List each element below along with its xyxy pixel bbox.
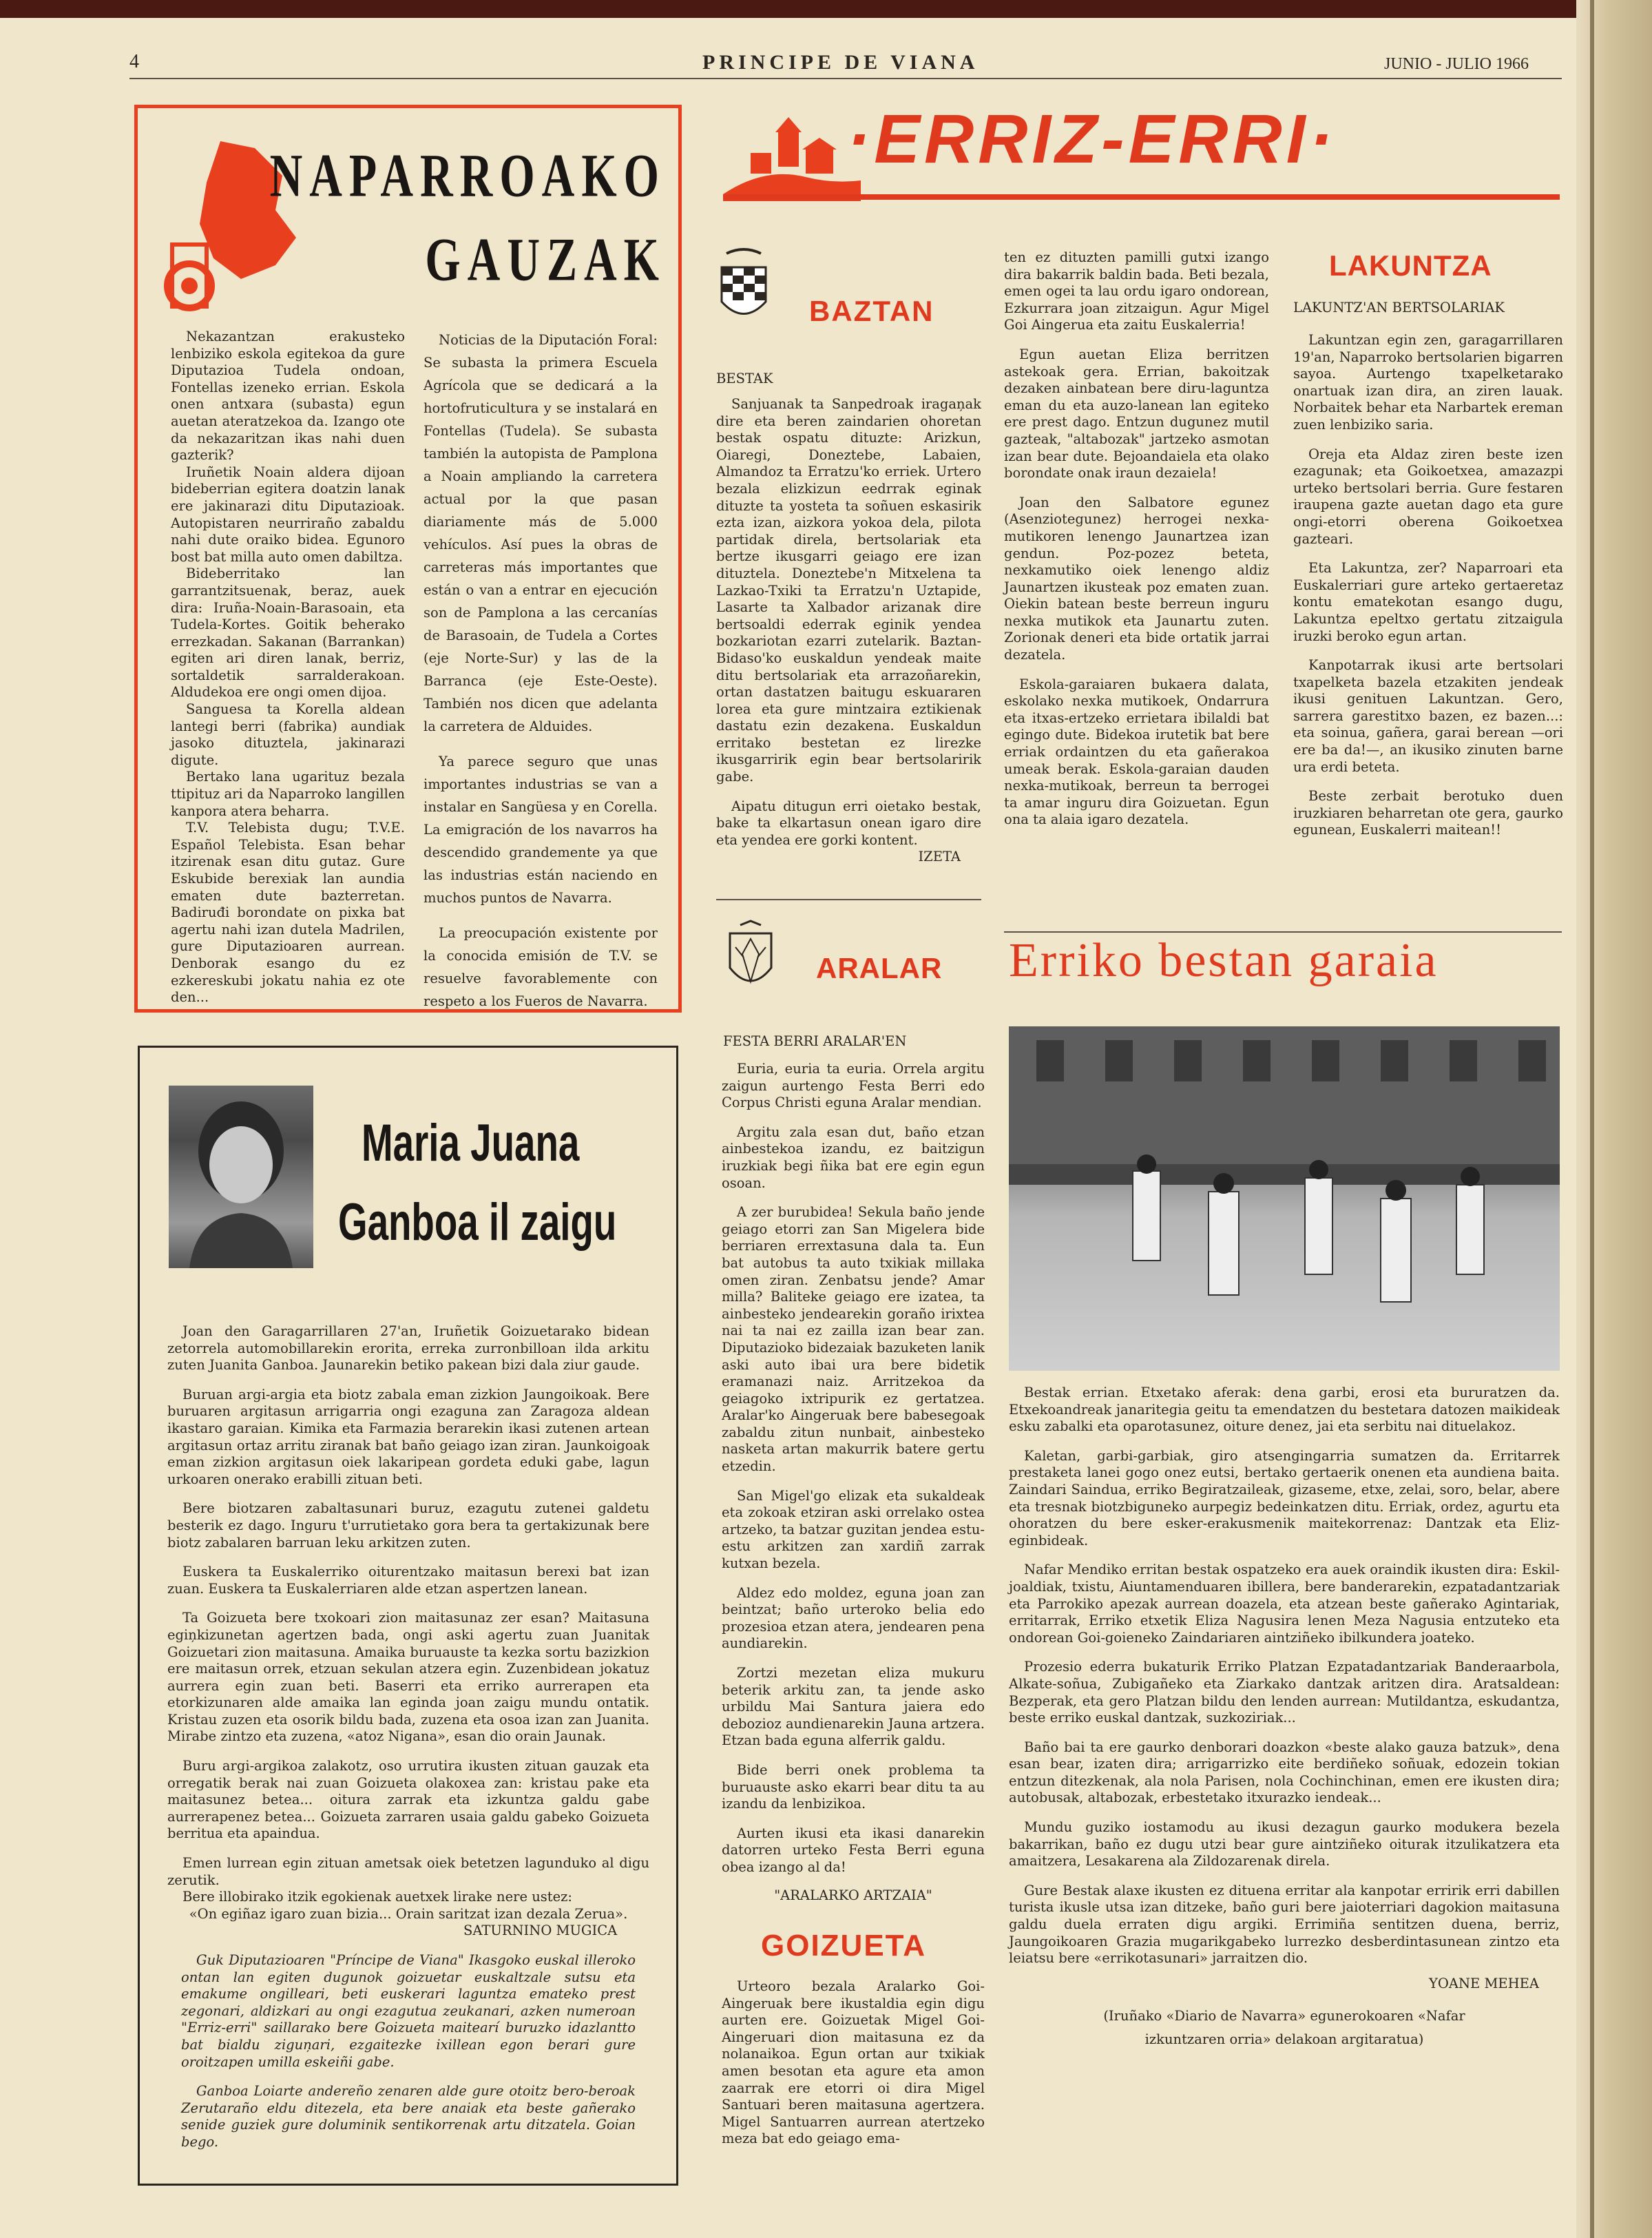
paragraph: Bestak errian. Etxetako aferak: dena garbi, erosi eta bururatzen da. Etxekoandreak janaritegia geitu ta emendatzen du bestetara datozen maikideak esku zabalki eta oparotasunez, oiture denez, jai eta serbitu nai dituelakoz. bbox=[1009, 1385, 1560, 1435]
aralar-article-body bbox=[722, 1061, 985, 1904]
goizueta-heading: GOIZUETA bbox=[761, 1929, 927, 1962]
paragraph: Gure Bestak alaxe ikusten ez dituena erritar ala kanpotar erririk erri dabillen turista ikusle utsa izan ditzeke, baño guri bere jaioterriari dagokion maitasuna galdu duela erraten digu argiki. Errimiña sentitzen duena, berriz, Jaungoikoaren Grazia mugarikgabeko lurrezko desberdintasunean zintzo eta leiatsu bere «errikotasunari» jarraitzen dio. bbox=[1009, 1882, 1560, 1967]
paragraph: A zer burubidea! Sekula baño jende geiago etorri zan San Migelera bide berriaren errextasuna dala ta. Eun bat autobus ta auto txikiak millaka omen ziran. Zenbatsu jende? Amar milla? Baliteke geiago ere izatea, ta ainbesteko jendearekin goraño irixtea nai ta nai ez zailla izan bear zan. Diputazioko bidezaiak bazuketen lanik aski auto ibai ura bere bidetik eramanazi naiz. Arritzekoa da geiagoko ixtripurik ez gertatzea. Aralar'ko Aingeruak bere babesegoak zabaldu zitun nunbait, ainbesteko nasketa artan makurrik batere gertu etzedin. bbox=[722, 1204, 985, 1475]
quote: «On egiñaz igaro zuan bizia... Orain saritzat izan dezala Zerua». bbox=[189, 1905, 628, 1922]
paragraph: Oreja eta Aldaz ziren beste izen ezagunak; eta Goikoetxea, amazazpi urteko bertsolari berria. Gure festaren iraupena gazte auetan dago eta gure ongi-etorri oberena Goikoetxea gazteari. bbox=[1293, 446, 1563, 547]
lakuntza-heading: LAKUNTZA bbox=[1329, 249, 1492, 282]
banner-underline bbox=[723, 194, 1560, 200]
paragraph: Lakuntzan egin zen, garagarrillaren 19'an, Naparroko bertsolarien bigarren sayoa. Aurtengo txapelketarako onartuak izan dira, an ziren lauak. Norbaitek behar eta Narbartek ereman zuen lenbiziko saria. bbox=[1293, 332, 1563, 433]
editor-note: Ganboa Loiarte andereño zenaren alde gure otoitz bero-beroak Zerutaraño eldu ditezela, eta bere anaiak eta beste gañerako senide guziek gure doluminik sentikorrenak artu ditzatela. Goian bego. bbox=[181, 2083, 636, 2150]
paragraph: Beste zerbait berotuko duen iruzkiaren beharretan ote gera, gaurko egunean, Euskalerri maitean!! bbox=[1293, 788, 1563, 838]
erriko-article-body bbox=[1009, 1385, 1560, 2051]
signature: IZETA bbox=[918, 849, 961, 865]
paragraph: La preocupación existente por la conocida emisión de T.V. se resuelve favorablemente con respeto a los Fueros de Navarra. bbox=[424, 925, 658, 1009]
paragraph: Bide berri onek problema ta buruauste asko ekarri bear ditu ta au izandu da lenbizikoa. bbox=[722, 1761, 985, 1812]
paragraph: Aipatu ditugun erri oietako bestak, bake ta elkartasun onean igaro dire eta yendea ere gorki kontent. bbox=[716, 798, 981, 848]
paragraph: Baño bai ta ere gaurko denborari doazkon «beste alako gauza batzuk», dena esan bear, izaten dira; arrigarrizko eite berdiñeko soñuak, edozein tokian entzun ditezkenak, ala nola Parisen, nola Cochinchinan, emen ere ikusten dira; autobusak, altabozak, erbestetako itxurazko iendeak... bbox=[1009, 1739, 1560, 1806]
paragraph: Egun auetan Eliza berritzen astekoak gera. Errian, bakoitzak dezaken ainbatean bere diru-laguntza eman du eta auzo-lanean lan egiteko ere prest dago. Entzun dugunez mutil gazteak, "altabozak" jartzeko asmotan izan bear dute. Bejoandaiela eta olako borondate onak iraun dezaiela! bbox=[1004, 346, 1269, 481]
portrait-silhouette bbox=[169, 1086, 313, 1268]
paragraph: Bertako lana ugarituz bezala ttipituz ari da Naparroko langillen kanpora atera beharra. bbox=[171, 769, 405, 819]
paragraph: Bideberritako lan garrantzitsuenak, beraz, auek dira: Iruña-Noain-Barasoain, eta Tudela-Kortes. Goitik beherako errezkadan. Sakanan (Barrankan) egiten ari diren lanak, berriz, sortaldetik sarralderakoan. Aldudekoa ere ongi omen dijoa. bbox=[171, 566, 405, 701]
naparroako-gauzak-box bbox=[134, 105, 682, 1013]
village-illustration bbox=[723, 112, 861, 201]
paragraph: T.V. Telebista dugu; T.V.E. Español Telebista. Esan behar itzirenak esan ditu gutaz. Gure Eskubide berexiak lan aundia ematen dute bazterretan. Badiruđi borondate on pixka bat agertu nahi izan dutela Madrilen, gure Diputazioaren aurrean. Denborak esango du ez ezkereskubi jokatu nahia ez ote den... bbox=[171, 820, 405, 1006]
naparroako-column-basque bbox=[171, 329, 405, 1006]
paragraph: Ya parece seguro que unas importantes industrias se van a instalar en Sangüesa y en Corella. La emigración de los navarros ha descendido grandemente ya que las industrias están naciendo en muchos puntos de Navarra. bbox=[424, 754, 658, 906]
signature: SATURNINO MUGICA bbox=[463, 1923, 618, 1939]
paragraph: Prozesio ederra bukaturik Erriko Platzan Ezpatadantzariak Banderaarbola, Alkate-soñua, Zubigañeko eta Ziarkako dantzak aritzen dira. Aratsaldean: Bezperak, eta gero Platzan bildu den lenden aurrean: Mutildantza, eskudantza, beste erriko euskal dantzak, suzkoziriak... bbox=[1009, 1659, 1560, 1726]
page-binding-edge bbox=[1576, 0, 1652, 2238]
aralar-heading: ARALAR bbox=[816, 952, 943, 984]
paragraph: Eskola-garaiaren bukaera dalata, eskolako nexka mutikoek, Ondarrura eta itxas-ertzeko errietara ibilaldi bat egingo dute. Bidekoa irutetik bat bere erriak ordaintzen du eta gañerakoa umeak berak. Eskola-garaian dauden nexka-mutikoak, berreun ta berrogei ta amar inguru dira Goizuetan. Egun ona ta alaia igaro dezatela. bbox=[1004, 676, 1269, 828]
top-edge bbox=[0, 0, 1652, 18]
paragraph: San Migel'go elizak eta sukaldeak eta zokoak etziran aski orrelako ostea artzeko, ta batzar guzitan jendea estu-estu arkitzen zan xardiñ zarrak kutxan bezela. bbox=[722, 1487, 985, 1572]
lakuntza-subheading: LAKUNTZ'AN BERTSOLARIAK bbox=[1293, 300, 1505, 315]
naparroako-title-line2: GAUZAK bbox=[425, 226, 666, 294]
maria-juana-box bbox=[138, 1046, 678, 2186]
paragraph: Aurten ikusi eta ikasi danarekin datorren urteko Festa Berri eguna obea izango al da! bbox=[722, 1825, 985, 1875]
paragraph: Mundu guziko iostamodu au ikusi dezagun gaurko modukera bezela bakarrikan, baño ez dugu utzi bear gure aintziñeko oiturak itzulikatzera eta amaitzera, Lesakarena ala Zildozarenak direla. bbox=[1009, 1819, 1560, 1869]
erriko-title: Erriko bestan garaia bbox=[1009, 934, 1439, 987]
goizueta-article-body bbox=[722, 1978, 985, 2148]
section-rule bbox=[1004, 931, 1562, 933]
portrait-photo bbox=[169, 1086, 313, 1268]
lakuntza-article-body bbox=[1293, 332, 1563, 839]
dance-photo-scene bbox=[1009, 1026, 1560, 1371]
paragraph: ten ez dituzten pamilli gutxi izango dira bakarrik baldin bada. Beti bezala, emen ogei ta lau ordu igaro ondorean, Ezkurrara joan zitzaigun. Agur Migel Goi Aingerua eta zaitu Euskalerria! bbox=[1004, 249, 1269, 333]
signature: "ARALARKO ARTZAIA" bbox=[774, 1887, 932, 1903]
paragraph: Zortzi mezetan eliza mukuru beterik arkitu zan, ta jende asko urbildu Mai Santura jaiera edo debozioz aundienarekin Jauna artzera. Etzan bada eguna alferrik galdu. bbox=[722, 1665, 985, 1749]
paragraph: Sanguesa ta Korella aldean lantegi berri (fabrika) aundiak jasoko dituztela, jakinarazi digute. bbox=[171, 701, 405, 768]
aralar-subheading: FESTA BERRI ARALAR'EN bbox=[723, 1033, 907, 1049]
paragraph: Joan den Salbatore egunez (Asenziotegunez) herrogei nexka-mutikoren lenengo Jaunartzea izan gendun. Poz-pozez beteta, nexkamutiko oiek lenengo aldiz Jaunartzen ikusteak poz ematen zuan. Oiekin batean beste berreun inguru nexka mutikok eta Jaunartu zuten. Zorionak deneri eta bide ortatik jarrai dezatela. bbox=[1004, 494, 1269, 663]
paragraph: Euria, euria ta euria. Orrela argitu zaigun aurtengo Festa Berri edo Corpus Christi eguna Aralar mendian. bbox=[722, 1061, 985, 1111]
erriz-erri-title: ·ERRIZ-ERRI· bbox=[847, 101, 1337, 178]
baztan-heading: BAZTAN bbox=[809, 295, 934, 327]
maria-title-line1: Maria Juana bbox=[362, 1114, 580, 1172]
naparroako-column-spanish bbox=[424, 329, 658, 1013]
baztan-subheading: BESTAK bbox=[716, 371, 773, 386]
paragraph: Bere biotzaren zabaltasunari buruz, ezagutu zutenei galdetu besterik ez dago. Inguru t'urrutietako gora bera ta gertakizunak bere biotz zabalaren barruan leku arkitzen zuten. bbox=[167, 1500, 649, 1551]
goizueta-continuation-body bbox=[1004, 249, 1269, 829]
issue-date: JUNIO - JULIO 1966 bbox=[1384, 55, 1529, 73]
paragraph: Eta Lakuntza, zer? Naparroari eta Euskalerriari gure arteko gertaeretaz kontu ematekotan esango dugu, Lakuntza epeltxo gertatu zitzaigula iruzki beroko egun artan. bbox=[1293, 560, 1563, 644]
source-note: (Iruñako «Diario de Navarra» egunerokoaren «Nafar izkuntzaren orria» delakoan argitaratua) bbox=[1103, 2008, 1465, 2048]
maria-article-body bbox=[167, 1323, 649, 2151]
naparroako-title-line1: NAPARROAKO bbox=[269, 142, 666, 210]
signature: YOANE MEHEA bbox=[1429, 1975, 1539, 1991]
paragraph: Sanjuanak ta Sanpedroak iragaņak dire eta beren zaindarien ohoretan bestak ospatu dituzte: Arizkun, Oiaregi, Doneztebe, Labaien, Almandoz ta Erratzu'ko erriek. Urtero bezala elizkizun eedrrak eginak dituzte ta yosteta ta soñuen eskasirik ezta izan, aizkora yokoa dela, pilota partidak direla, bertsolariak eta bertze ikusgarri geiago ere izan dituztela. Doneztebe'n Mitxelena ta Lazkao-Txiki ta Erratzu'n Uztapide, Lasarte ta Xalbador arizanak dire bertsoaldi ederrak eginik yendea bozkariotan ezarri zutelarik. Baztan-Bidaso'ko euskaldun yendeak maite ditu bertsolariak eta arrazoñarekin, ortan dastatzen baitugu eskuararen lorea eta gure mintzaira eztikienak dastatu ezin dezakena. Euskaldun erritako bestetan ez lirezke ikusgarririk egin bear bertsolaririk gabe. bbox=[716, 396, 981, 785]
publication-title: PRINCIPE DE VIANA bbox=[702, 51, 979, 74]
header-rule bbox=[129, 78, 1562, 79]
section-rule bbox=[716, 899, 981, 900]
paragraph: Buru argi-argikoa zalakotz, oso urrutira ikusten zituan gauzak eta orregatik berak nai zuan Goizueta olakoxea zan: kristau pake eta maitasunez betea... oitura zarrak eta izkuntza galdu gabe aurrerapenez betea... Goizueta zarraren usaia galdu gabeko Goizueta berritua eta apaindua. bbox=[167, 1758, 649, 1842]
paragraph: Iruñetik Noain aldera dijoan bideberrian egitera doatzin lanak ere jakinarazi ditu Diputazioak. Autopistaren neurriraño zabaldu nahi dute oraiko bidea. Egunoro bost bat milla auto omen dabiltza. bbox=[171, 464, 405, 565]
dance-photo bbox=[1009, 1026, 1560, 1371]
baztan-coat-of-arms-icon bbox=[716, 247, 771, 326]
paragraph: Noticias de la Diputación Foral: Se subasta la primera Escuela Agrícola que se dedicará a la hortofruticultura y se instalará en Fontellas (Tudela). Se subasta también la autopista de Pamplona a Noain ampliando la carretera actual por la que pasan diariamente más de 5.000 vehículos. Así pues la obras de carreteras más importantes que están o van a entrar en ejecución son de Pamplona a las cercanías de Barasoain, de Tudela a Cortes (eje Norte-Sur) y las de la Barranca (eje Este-Oeste). También nos dicen que adelanta la carretera de Alduides. bbox=[424, 332, 658, 734]
paragraph: Kaletan, garbi-garbiak, giro atsengingarria sumatzen da. Erritarrek prestaketa lanei gogo onez eutsi, bertako gertaerik onenen eta aundiena baita. Zaindari Saindua, erriko Begiratzaileak, gizaseme, etxe, zelai, soro, belar, abere eta tresnak biotzbiguneko aurpegiz bedeinkatzen ditu. Erriak, ordez, agurtu eta ohoratzen du bere esker-erakusmenik maitekorrenaz: Dantzak eta Eliz-eginbideak. bbox=[1009, 1447, 1560, 1548]
paragraph: Joan den Garagarrillaren 27'an, Iruñetik Goizuetarako bidean zetorrela automobillarekin erorita, erreka zurronbilloan ilda arkitu zuten Juanita Ganboa. Jaunarekin betiko pakean bizi dala ziur gaude. bbox=[167, 1323, 649, 1374]
paragraph: Aldez edo moldez, eguna joan zan beintzat; baño urteroko belia edo prozesioa etzan atera, jendearen pena aundiarekin. bbox=[722, 1584, 985, 1652]
baztan-article-body bbox=[716, 396, 981, 866]
paragraph: Bere illobirako itzik egokienak auetxek lirake nere ustez: bbox=[182, 1889, 572, 1905]
maria-title-line2: Ganboa il zaigu bbox=[338, 1193, 617, 1252]
paragraph: Argitu zala esan dut, baño etzan ainbestekoa izandu, ez baitzigun iruzkiak begi ñika bat ere egin egun osoan. bbox=[722, 1123, 985, 1191]
page-number: 4 bbox=[129, 51, 140, 72]
paragraph: Urteoro bezala Aralarko Goi-Aingeruak bere ikustaldia egin digu aurten ere. Goizuetak Migel Goi-Aingeruari dion maitasuna ez da nolanaikoa. Egun ortan aur txikiak amen besotan eta agure eta amon zaarrak ere etorri oi dira Migel Santuari beren maitasuna agertzera. Migel Santuarren aurrean atertzeko meza bat edo geiago ema- bbox=[722, 1978, 985, 2147]
paragraph: Buruan argi-argia eta biotz zabala eman zizkion Jaungoikoak. Bere buruaren argitasun arrigarria ongi ezaguna zan Zaragoza aldean ikastaro garaian. Kimika eta Farmazia berarekin ikasi zutenen artean argitasun ortaz arritu ziranak bat baño geiago izan ziran. Jaunkoigoak eman zizkion argitasun oiek lakaripean gordeta eduki gabe, lagun urkoaren onerako erabilli zituan beti. bbox=[167, 1386, 649, 1487]
paragraph: Ta Goizueta bere txokoari zion maitasunaz zer esan? Maitasuna egiņkizunetan agertzen bada, ongi aski agertu zuan Juanitak Goizuetari zion maitasuna. Amaika buruauste ta kezka sortu bazizkion ere maitasun orrek, etzuan sekulan atzera egin. Zuzenbidean jokatuz aurrera egin zuan beti. Baserri eta erriko aurrerapen eta etorkizunaren alde amaika lan eginda joan zaigu mundu ontatik. Kristau zuzen eta osorik bildu bada, zuzena eta osoa izan zan Juanita. Mirabe zintzo eta zuzena, «atoz Nigana», esan dio orain Jaunak. bbox=[167, 1610, 649, 1745]
editor-note: Guk Diputazioaren "Príncipe de Viana" Ikasgoko euskal illeroko ontan lan egiten dugunok goizuetar euskaltzale sutsu eta emakume ongilleari, beti euskerari laguntza emateko prest zegonari, aldizkari au ongi ezagutua zeukanari, azken numeroan "Erriz-erri" saillarako bere Goizueta maitearí buruzko idazlantto bat bialdu ziguņari, ezgaitezke ixillean egon berari gure oroitzapen umilla eskeiñi gabe. bbox=[181, 1952, 636, 2070]
paragraph: Kanpotarrak ikusi arte bertsolari txapelketa bazela etzakiten jendeak ikusi genituen Lakuntzan. Gero, sarrera garestitxo bazen, ez bazen...: eta soinua, gañera, garai berean —ori ere ba da!—, an ikusiko zinuten barne ura erdi beteta. bbox=[1293, 657, 1563, 775]
paragraph: Nafar Mendiko erritan bestak ospatzeko era auek oraindik ikusten dira: Eskil-joaldiak, txistu, Aiuntamenduaren ibillera, bere banderarekin, ezpatadantzariak eta Parrokiko apezak aurrean doazela, eta atzean beste gañerako Agintariak, erritarrak, Erriko etxetik Eliza Nagusira lenen Meza Nagusia entzuteko eta ondorean Goi-goieneko Zaindariaren aintziñeko ibilkundera joateko. bbox=[1009, 1562, 1560, 1646]
paragraph: Euskera ta Euskalerriko oiturentzako maitasun berexi bat izan zuan. Euskera ta Euskalerriaren alde etzan aspertzen lanean. bbox=[167, 1564, 649, 1597]
aralar-coat-of-arms-icon bbox=[723, 920, 778, 995]
paragraph: Nekazantzan erakusteko lenbiziko eskola egitekoa da gure Diputazioa Tudela ondoan, Fontellas izeneko errian. Eskola onen antxara (subasta) egun auetan ateratzekoa da. Izango ote da nekazaritzan ikas nahi duen gazterik? bbox=[171, 329, 405, 464]
paragraph: Emen lurrean egin zituan ametsak oiek betetzen lagunduko al digu zerutik. bbox=[167, 1855, 649, 1888]
